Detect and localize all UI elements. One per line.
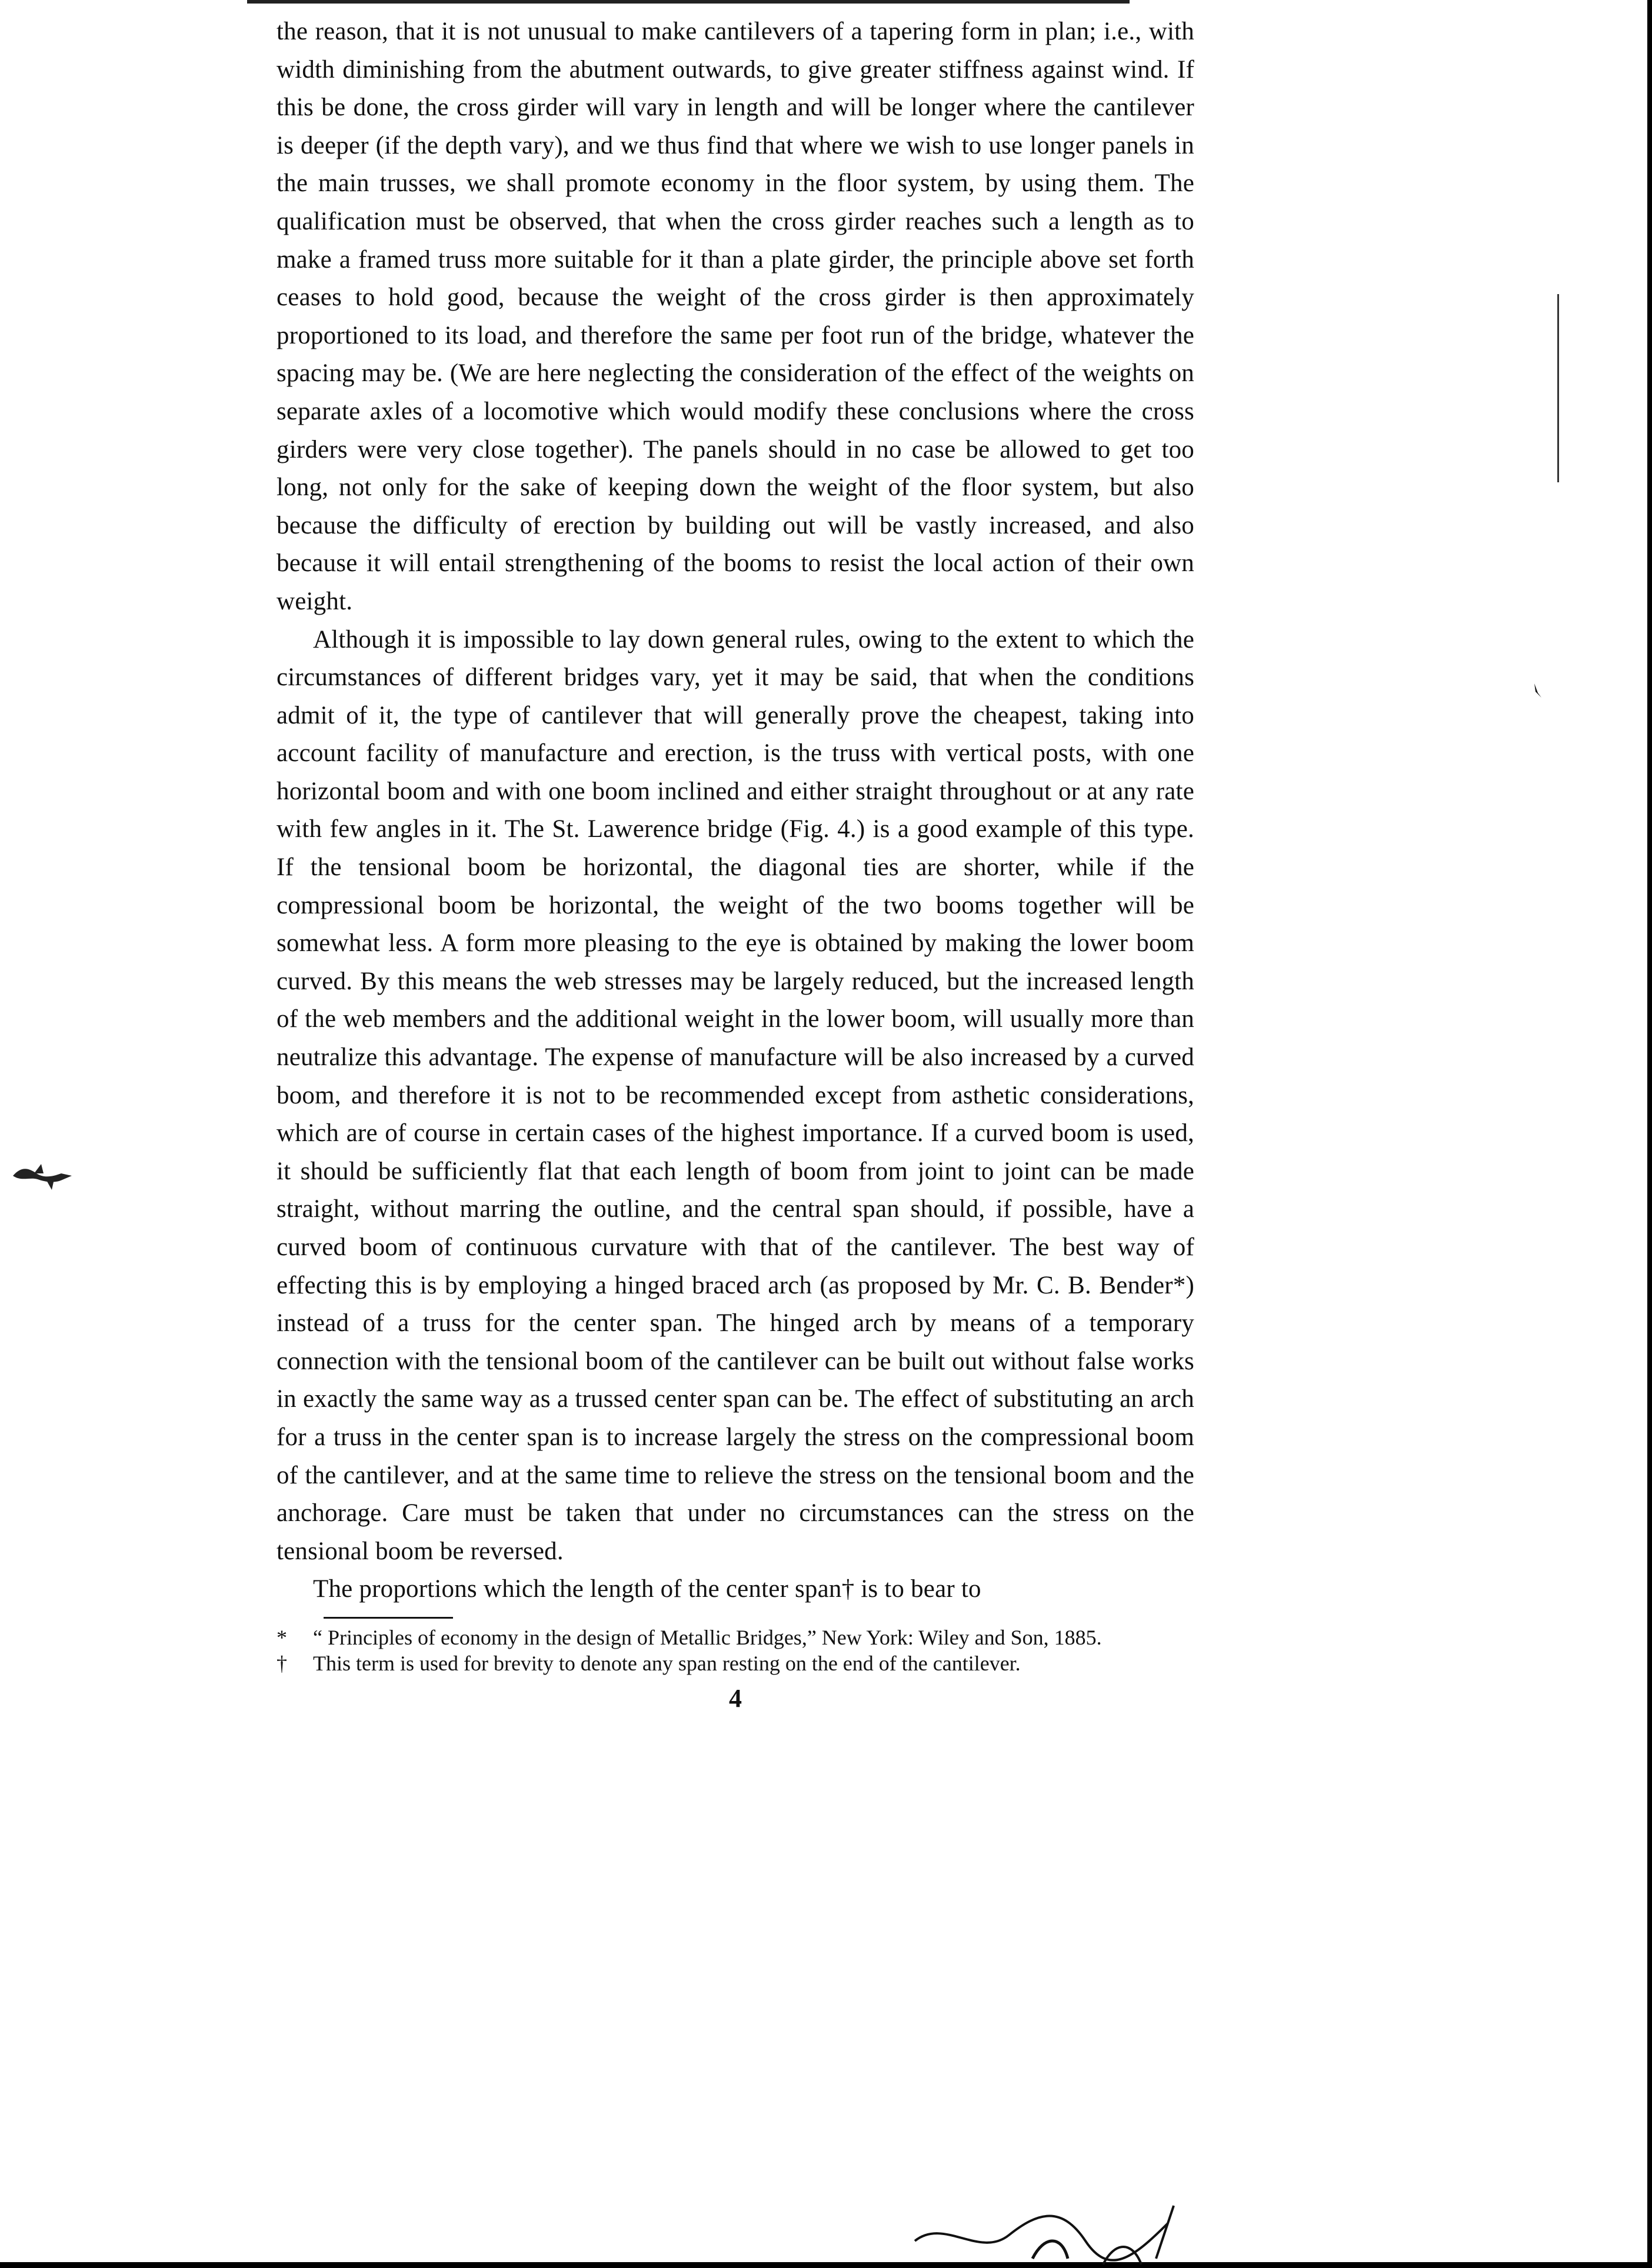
scan-bottom-border	[0, 2262, 1652, 2268]
scan-streak	[1557, 294, 1559, 482]
scan-top-shadow	[247, 0, 1130, 4]
footnote-mark-asterisk: *	[277, 1625, 287, 1649]
footnote-divider	[324, 1617, 453, 1619]
scan-corner-scribble	[909, 2170, 1180, 2268]
footnote-bender	[277, 1625, 1194, 1650]
paragraph-cantilever-types: Although it is impossible to lay down general rules, owing to the extent to which the circumstances of different bridges vary, yet it may be said, that when the conditions admit of it, the type of cantilever that will generally prove the cheapest, taking into account facility of manufacture and erection, is the truss with vertical posts, with one horizontal boom and with one boom inclined and either straight throughout or at any rate with few angles in it. The St. Lawerence bridge (Fig. 4.) is a good example of this type. If the tensional boom be horizontal, the diagonal ties are shorter, while if the compressional boom be horizontal, the weight of the two booms together will be somewhat less. A form more pleasing to the eye is obtained by making the lower boom curved. By this means the web stresses may be largely reduced, but the increased length of the web members and the additional weight in the lower boom, will usually more than neutralize this advantage. The expense of manufacture will be also increased by a curved boom, and therefore it is not to be recommended except from asthetic considerations, which are of course in certain cases of the highest importance. If a curved boom is used, it should be sufficiently flat that each length of boom from joint to joint can be made straight, without marring the outline, and the central span should, if possible, have a curved boom of continuous curvature with that of the cantilever. The best way of effecting this is by employing a hinged braced arch (as proposed by Mr. C. B. Bender*) instead of a truss for the center span. The hinged arch by means of a temporary connection with the tensional boom of the cantilever can be built out without false works in exactly the same way as a trussed center span can be. The effect of substituting an arch for a truss in the center span is to increase largely the stress on the compressional boom of the cantilever, and at the same time to relieve the stress on the tensional boom and the anchorage. Care must be taken that under no circumstances can the stress on the tensional boom be reversed.	[277, 625, 1194, 1565]
footnote-center-span	[277, 1650, 1194, 1676]
scan-right-border	[1647, 0, 1652, 2268]
footnote-text: This term is used for brevity to denote any span resting on the end of the cantilever.	[313, 1651, 1021, 1675]
scan-speck-mark	[11, 1156, 75, 1197]
page-body	[277, 13, 1194, 1713]
paragraph-proportions: The proportions which the length of the center span† is to bear to	[313, 1575, 981, 1603]
page-number: 4	[729, 1683, 742, 1713]
footnote-text: “ Principles of economy in the design of Metallic Bridges,” New York: Wiley and Son, 1885.	[313, 1625, 1102, 1649]
scan-edge-mark	[1530, 682, 1547, 700]
footnote-mark-dagger: †	[277, 1651, 287, 1675]
paragraph-continued: the reason, that it is not unusual to make cantilevers of a tapering form in plan; i.e., with width diminishing from the abutment outwards, to give greater stiffness against wind. If this be done, the cross girder will vary in length and will be longer where the cantilever is deeper (if the depth vary), and we thus find that where we wish to use longer panels in the main trusses, we shall promote economy in the floor system, by using them. The qualification must be observed, that when the cross girder reaches such a length as to make a framed truss more suitable for it than a plate girder, the principle above set forth ceases to hold good, because the weight of the cross girder is then approximately proportioned to its load, and therefore the same per foot run of the bridge, whatever the spacing may be. (We are here neglecting the consideration of the effect of the weights on separate axles of a locomotive which would modify these conclusions where the cross girders were very close together). The panels should in no case be allowed to get too long, not only for the sake of keeping down the weight of the floor system, but also because the difficulty of erection by building out will be vastly increased, and also because it will entail strengthening of the booms to resist the local action of their own weight.	[277, 18, 1194, 615]
